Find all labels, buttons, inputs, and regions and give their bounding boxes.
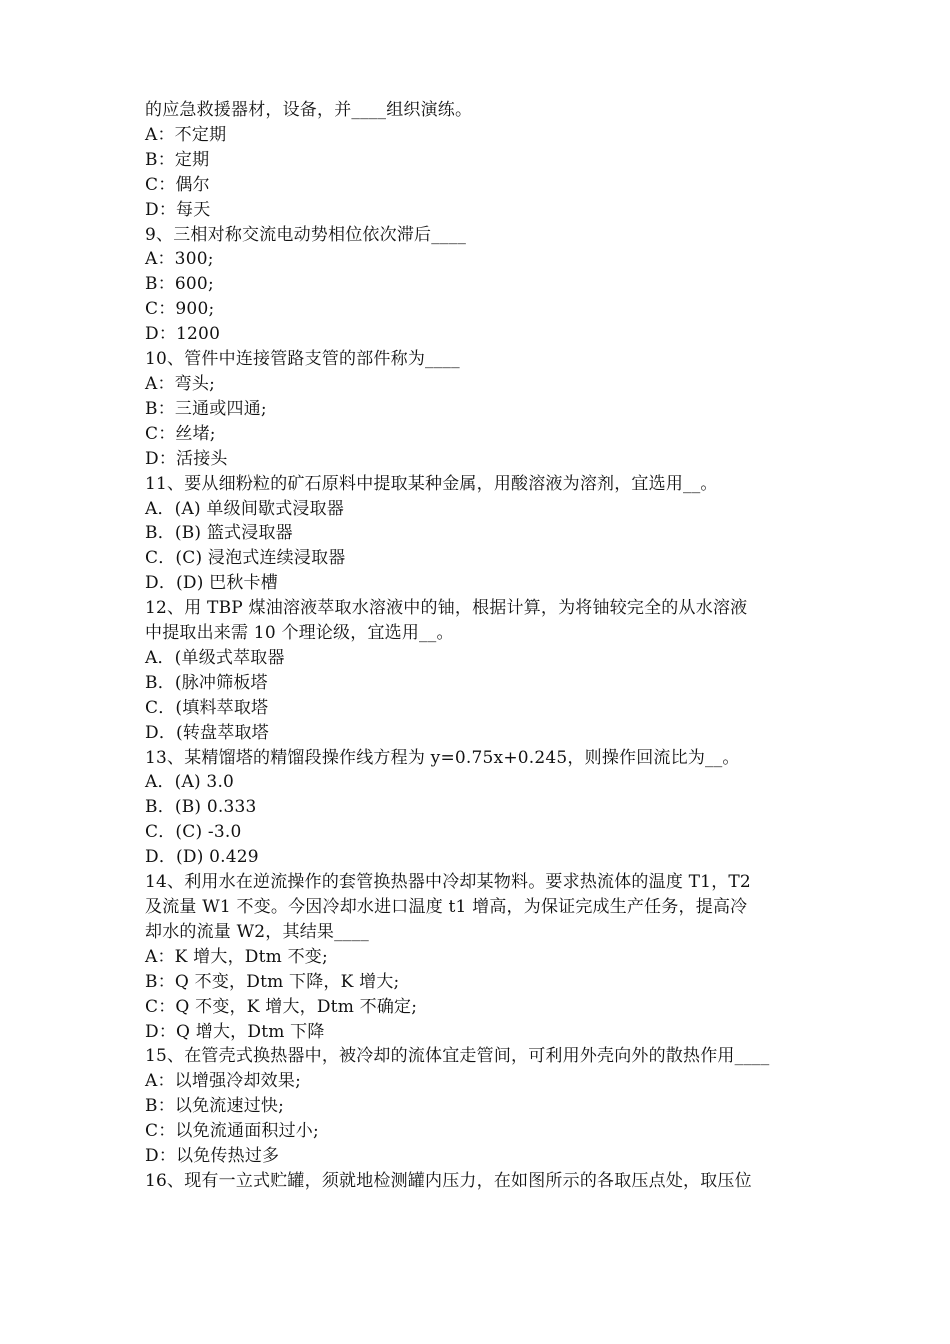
option-line: D．(转盘萃取塔 (145, 722, 269, 743)
question-line: 9、三相对称交流电动势相位依次滞后____ (145, 224, 467, 245)
option-line: B．(B) 0.333 (145, 797, 257, 818)
question-line: 12、用 TBP 煤油溶液萃取水溶液中的铀，根据计算，为将铀较完全的从水溶液 (145, 598, 748, 619)
option-line: C：900; (145, 299, 215, 320)
option-line: A：不定期 (145, 124, 227, 145)
option-line: D：每天 (145, 199, 211, 220)
question-line: 却水的流量 W2，其结果____ (145, 921, 369, 942)
question-line: 的应急救援器材，设备，并____组织演练。 (145, 100, 473, 120)
option-line: D．(D) 巴秋卡槽 (145, 573, 278, 594)
option-line: B：600; (145, 274, 214, 295)
option-line: B：以免流速过快; (145, 1096, 285, 1117)
option-line: B：定期 (145, 149, 210, 170)
option-line: D：活接头 (145, 448, 228, 469)
option-line: C：以免流通面积过小; (145, 1121, 319, 1142)
question-line: 10、管件中连接管路支管的部件称为____ (145, 349, 460, 370)
question-line: 中提取出来需 10 个理论级，宜选用__。 (145, 623, 454, 644)
question-line: 11、要从细粉粒的矿石原料中提取某种金属，用酸溶液为溶剂，宜选用__。 (145, 473, 718, 494)
option-line: D．(D) 0.429 (145, 847, 259, 868)
document-page (145, 98, 817, 1194)
option-line: A：以增强冷却效果; (145, 1071, 302, 1092)
option-line: A．(A) 3.0 (145, 772, 235, 793)
option-line: D：1200 (145, 324, 221, 345)
question-line: 16、现有一立式贮罐，须就地检测罐内压力，在如图所示的各取压点处，取压位 (145, 1170, 752, 1191)
option-line: B：三通或四通; (145, 398, 267, 419)
option-line: C：偶尔 (145, 174, 210, 195)
option-line: B．(B) 篮式浸取器 (145, 523, 293, 544)
option-line: C：Q 不变，K 增大，Dtm 不确定; (145, 996, 418, 1017)
question-line: 13、某精馏塔的精馏段操作线方程为 y=0.75x+0.245，则操作回流比为__。 (145, 747, 740, 768)
option-line: A：弯头; (145, 373, 216, 394)
option-line: C．(C) 浸泡式连续浸取器 (145, 548, 346, 569)
question-line: 14、利用水在逆流操作的套管换热器中冷却某物料。要求热流体的温度 T1，T2 (145, 872, 751, 893)
option-line: A．(A) 单级间歇式浸取器 (145, 498, 345, 519)
option-line: C：丝堵; (145, 423, 216, 444)
option-line: A：300; (145, 249, 214, 270)
option-line: A．(单级式萃取器 (145, 647, 285, 668)
option-line: B．(脉冲筛板塔 (145, 672, 268, 693)
option-line: D：Q 增大，Dtm 下降 (145, 1021, 325, 1042)
option-line: C．(C) -3.0 (145, 822, 242, 843)
option-line: C．(填料萃取塔 (145, 697, 269, 718)
option-line: B：Q 不变，Dtm 下降，K 增大; (145, 971, 400, 992)
question-line: 及流量 W1 不变。今因冷却水进口温度 t1 增高，为保证完成生产任务，提高冷 (145, 897, 748, 917)
option-line: D：以免传热过多 (145, 1146, 280, 1167)
option-line: A：K 增大，Dtm 不变; (145, 946, 328, 967)
question-line: 15、在管壳式换热器中，被冷却的流体宜走管间，可利用外壳向外的散热作用____ (145, 1046, 770, 1067)
